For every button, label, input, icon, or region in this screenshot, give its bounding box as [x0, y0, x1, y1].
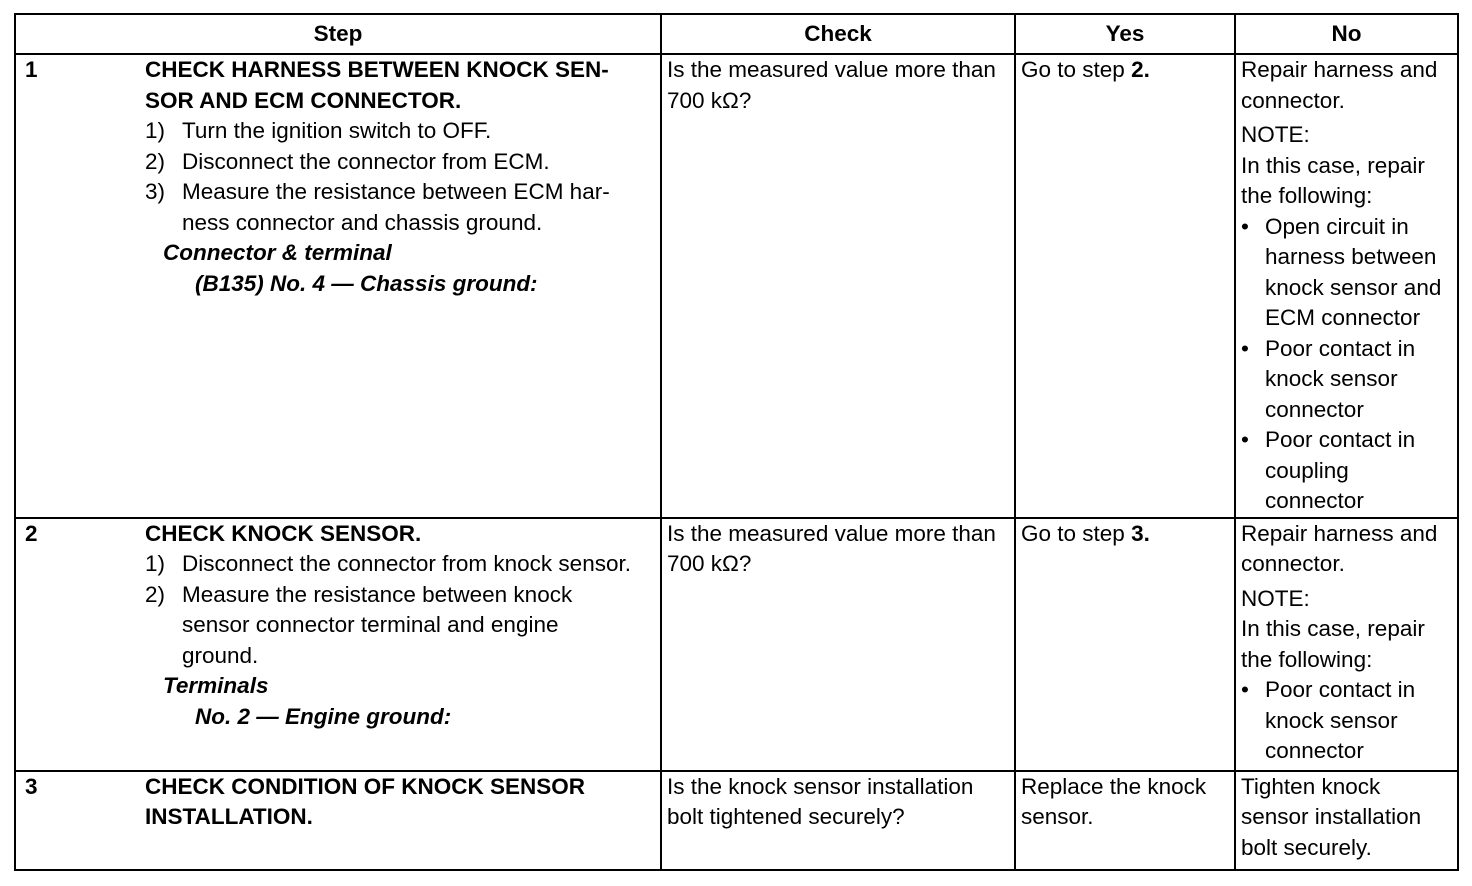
- substep-text: Disconnect the connector from ECM.: [182, 148, 550, 174]
- no-cell: Tighten knock sensor installation bolt securely.: [1235, 771, 1458, 871]
- step-number: 2: [25, 520, 38, 546]
- bullet-icon: •: [1241, 677, 1249, 702]
- substep-number: 2): [145, 581, 166, 607]
- bullet-text: Open circuit in harness between knock sensor and ECM connector: [1265, 213, 1442, 330]
- note-label: NOTE:: [1241, 585, 1310, 611]
- no-main-text: Repair harness and connector.: [1241, 520, 1438, 576]
- step-title: [145, 55, 647, 116]
- step-number: 1: [25, 57, 38, 82]
- substep-text: Measure the resistance between knock sensor connector terminal and engine ground.: [182, 581, 573, 668]
- substep-text: [182, 177, 647, 238]
- check-cell: Is the measured value more than 700 kΩ?: [661, 54, 1015, 518]
- list-item: [145, 116, 647, 147]
- table-row: [15, 54, 1458, 518]
- bullet-icon: •: [1241, 213, 1249, 239]
- substep-text: Disconnect the connector from knock sensor.: [182, 551, 631, 576]
- header-row: [15, 14, 1458, 54]
- check-cell: Is the knock sensor installation bolt tightened securely?: [661, 771, 1015, 871]
- note-text: In this case, repair the following:: [1241, 616, 1425, 672]
- header-yes: Yes: [1015, 14, 1235, 54]
- step-title: CHECK CONDITION OF KNOCK SENSOR INSTALLATION.: [145, 773, 586, 829]
- list-item: [1241, 425, 1452, 517]
- no-main-text: Repair harness and connector.: [1241, 57, 1438, 113]
- yes-step-ref: 3.: [1131, 520, 1150, 546]
- spec-value: (B135) No. 4 — Chassis ground:: [195, 270, 538, 296]
- bullet-icon: •: [1241, 335, 1249, 361]
- header-check: Check: [661, 14, 1015, 54]
- spec-label: Terminals: [163, 673, 269, 698]
- bullet-text: Poor contact in knock sensor connector: [1265, 335, 1416, 422]
- header-step: Step: [15, 14, 661, 54]
- bullet-text: Poor contact in knock sensor connector: [1265, 677, 1416, 763]
- list-item: [145, 147, 647, 178]
- substep-text: Turn the ignition switch to OFF.: [182, 118, 492, 143]
- substep-number: 1): [145, 551, 166, 576]
- list-item: [145, 549, 647, 580]
- table-row: [15, 518, 1458, 771]
- list-item: [1241, 334, 1452, 426]
- step-cell: [15, 54, 661, 518]
- yes-cell: [1015, 518, 1235, 771]
- bullet-text: Poor contact in coupling connector: [1265, 427, 1416, 513]
- no-cell: [1235, 54, 1458, 518]
- step-title-text: CHECK HARNESS BETWEEN KNOCK SEN-SOR AND ECM CONNECTOR.: [145, 57, 609, 113]
- step-number: 3: [25, 773, 38, 799]
- yes-text: Go to step: [1021, 520, 1132, 546]
- list-item: [1241, 675, 1452, 767]
- spec-value: No. 2 — Engine ground:: [195, 703, 452, 729]
- substep-list: [145, 116, 647, 238]
- diagnostic-table: [14, 13, 1459, 871]
- header-no: No: [1235, 14, 1458, 54]
- list-item: [145, 580, 647, 672]
- yes-text: Go to step: [1021, 57, 1132, 82]
- step-cell: [15, 771, 661, 871]
- note-text: In this case, repair the following:: [1241, 152, 1425, 208]
- table-row: [15, 771, 1458, 871]
- list-item: [145, 177, 647, 238]
- substep-number: 1): [145, 118, 166, 143]
- yes-cell: [1015, 54, 1235, 518]
- bullet-icon: •: [1241, 427, 1249, 452]
- spec-label: Connector & terminal: [163, 240, 392, 265]
- list-item: [1241, 212, 1452, 334]
- yes-step-ref: 2.: [1131, 57, 1150, 82]
- substep-list: [145, 549, 647, 671]
- step-cell: [15, 518, 661, 771]
- no-cell: [1235, 518, 1458, 771]
- yes-cell: Replace the knock sensor.: [1015, 771, 1235, 871]
- check-cell: Is the measured value more than 700 kΩ?: [661, 518, 1015, 771]
- substep-number: 3): [145, 179, 166, 204]
- note-label: NOTE:: [1241, 122, 1310, 147]
- substep-number: 2): [145, 148, 166, 174]
- substep-text-line1: Measure the resistance between ECM har-: [182, 179, 610, 204]
- substep-text-line2: ness connector and chassis ground.: [182, 209, 543, 235]
- step-title: CHECK KNOCK SENSOR.: [145, 520, 422, 546]
